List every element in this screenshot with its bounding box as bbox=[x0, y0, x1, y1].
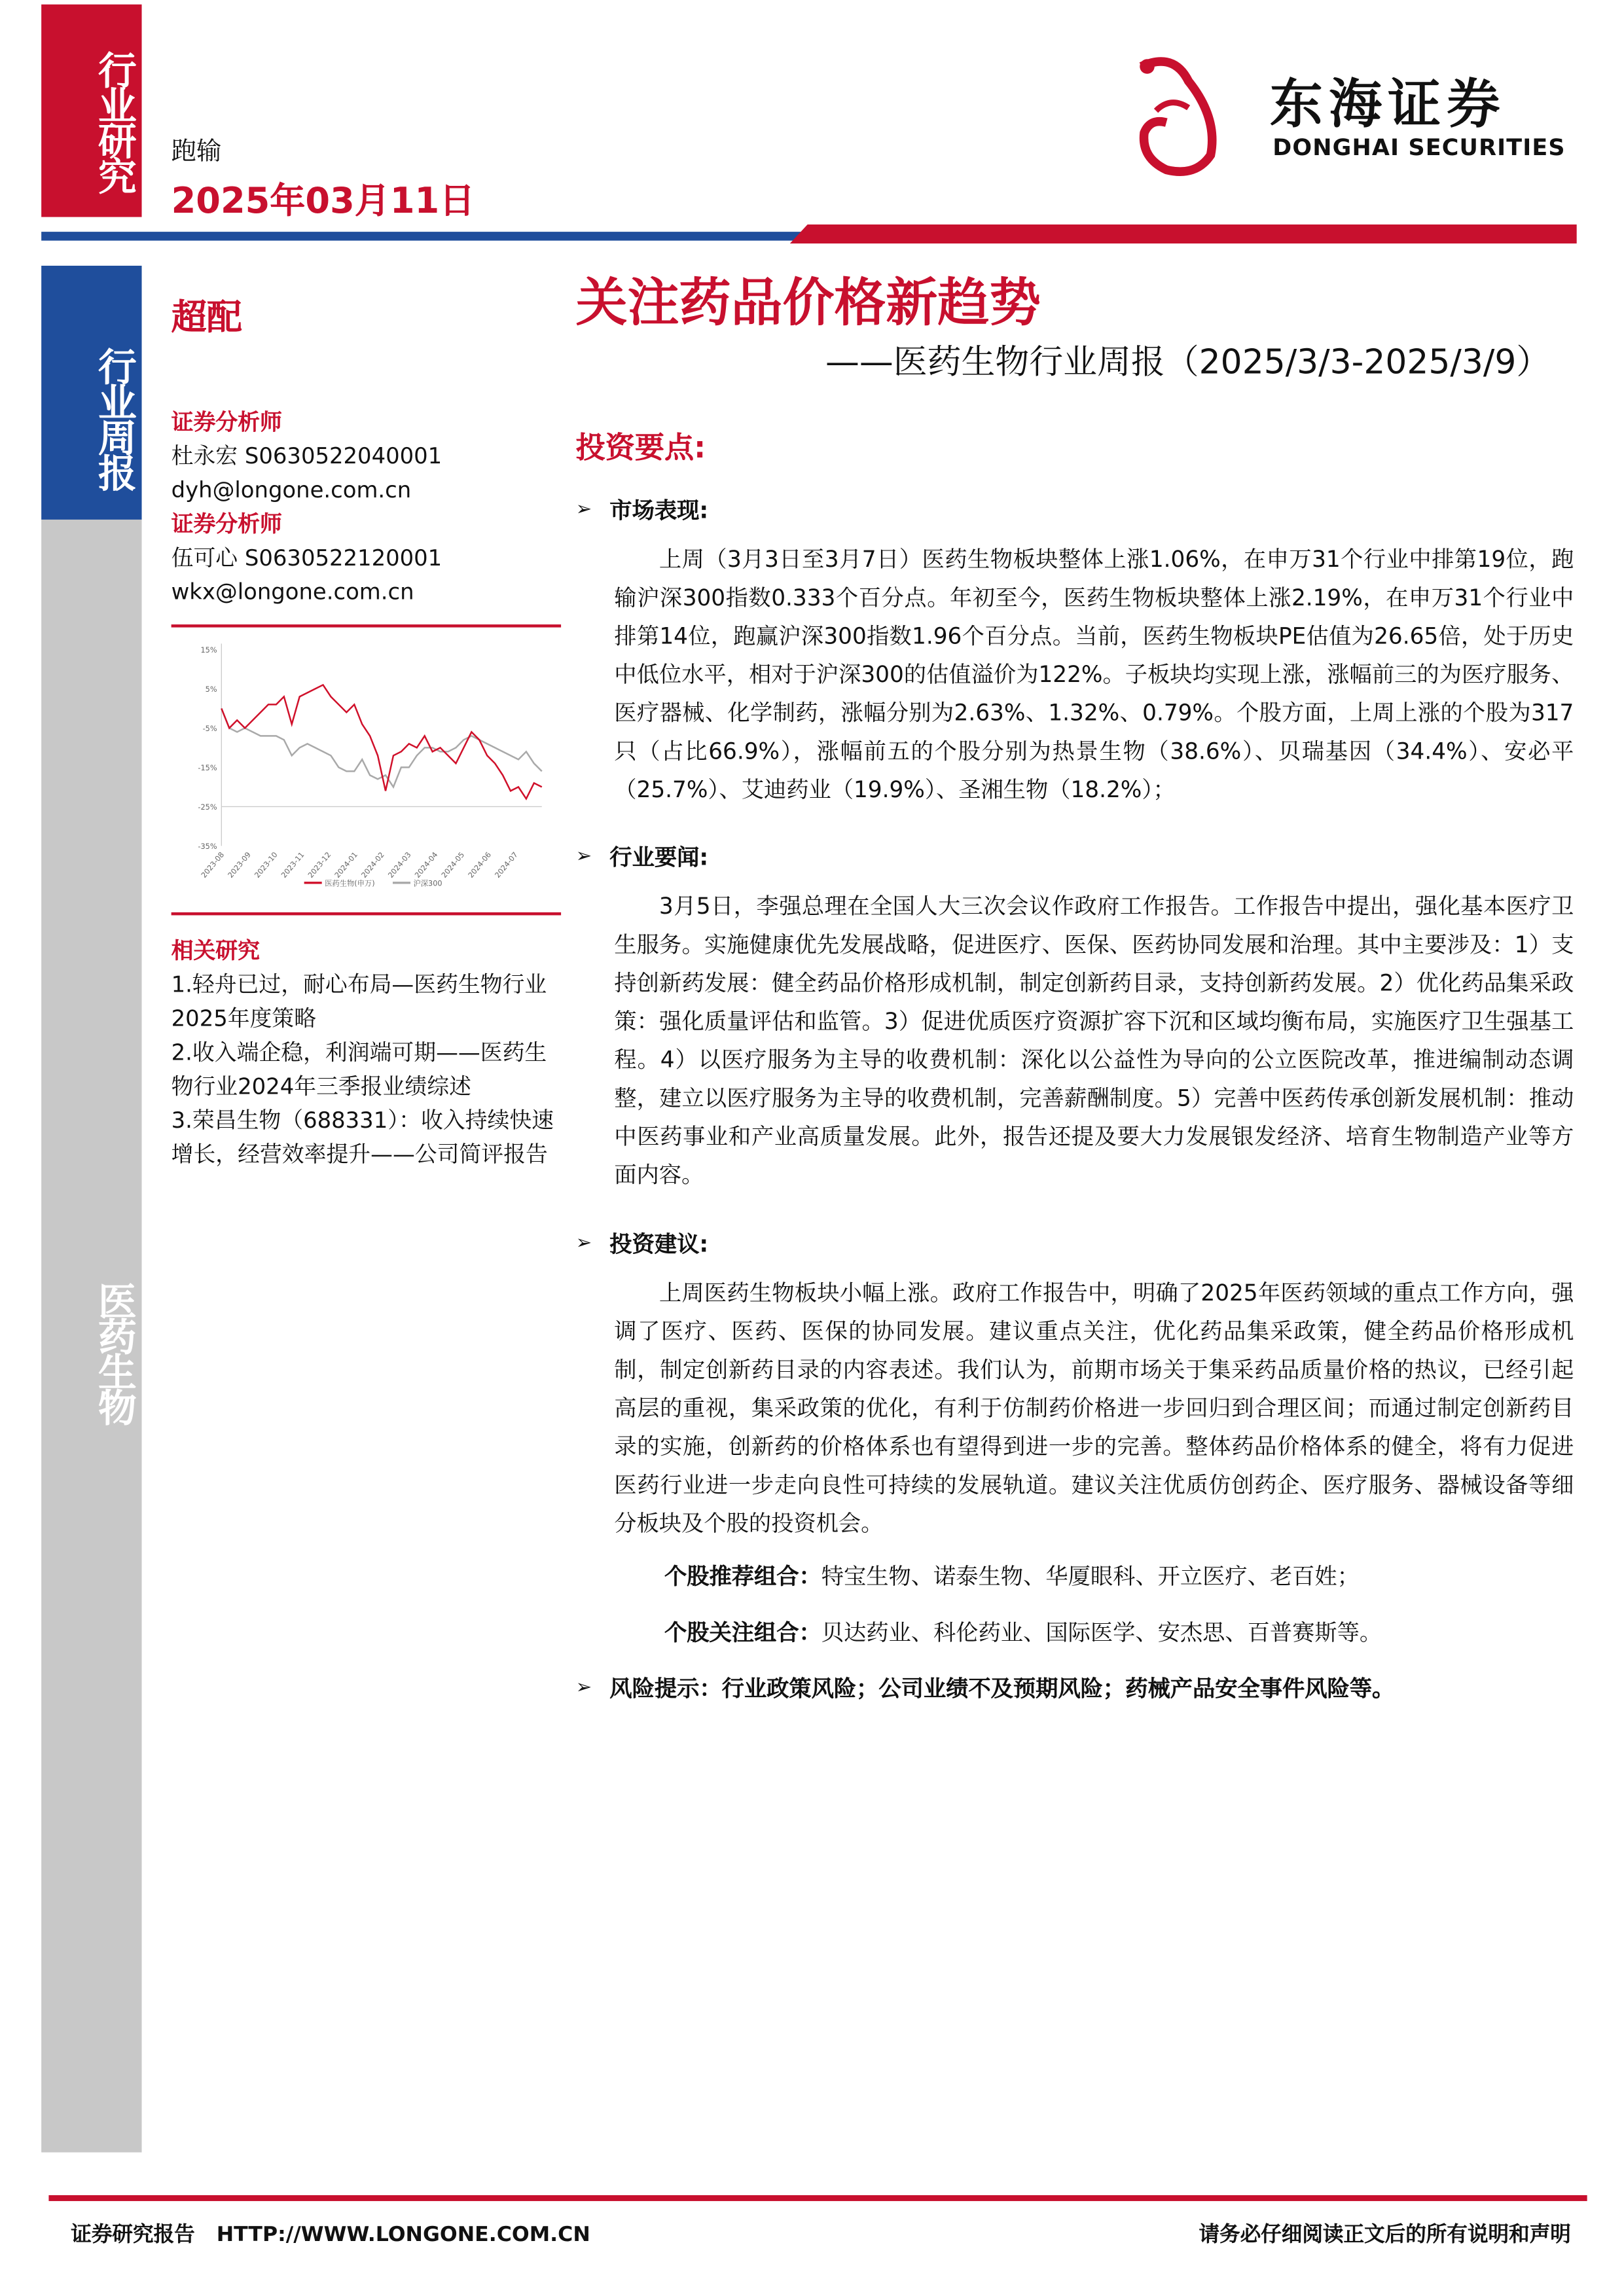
section-risk bbox=[576, 1672, 1574, 1703]
footer-disclaimer: 请务必仔细阅读正文后的所有说明和声明 bbox=[1199, 2223, 1571, 2247]
recommend-label: 个股推荐组合： bbox=[664, 1563, 821, 1590]
section-market bbox=[576, 495, 1574, 809]
performance-chart bbox=[171, 624, 561, 915]
category-vertical: 行业研究 bbox=[41, 5, 141, 217]
section-heading: 投资建议: bbox=[609, 1231, 709, 1258]
y-tick-label: -5% bbox=[202, 724, 217, 733]
x-tick-label: 2023-11 bbox=[280, 850, 306, 880]
x-tick-label: 2024-04 bbox=[413, 850, 440, 880]
recommend-text: 特宝生物、诺泰生物、华厦眼科、开立医疗、老百姓； bbox=[821, 1563, 1360, 1590]
x-tick-label: 2024-05 bbox=[439, 850, 467, 880]
recommend-portfolio bbox=[664, 1558, 1574, 1596]
y-tick-label: 15% bbox=[200, 645, 217, 655]
watch-portfolio bbox=[664, 1613, 1574, 1652]
section-heading: 市场表现: bbox=[609, 497, 709, 524]
related-title: 相关研究 bbox=[171, 937, 261, 964]
analyst-email[interactable]: dyh@longone.com.cn bbox=[171, 476, 412, 504]
related-item[interactable]: 1.轻舟已过，耐心布局—医药生物行业2025年度策略 bbox=[171, 971, 547, 1032]
x-tick-label: 2023-09 bbox=[226, 850, 253, 880]
x-tick-label: 2024-03 bbox=[386, 850, 413, 880]
x-tick-label: 2024-02 bbox=[359, 850, 386, 880]
x-tick-label: 2023-10 bbox=[253, 850, 280, 880]
company-logo bbox=[1129, 52, 1572, 177]
x-tick-label: 2024-07 bbox=[493, 850, 520, 880]
dragon-logo-icon bbox=[1129, 52, 1240, 177]
legend-label: 医药生物(申万) bbox=[325, 879, 375, 888]
header-bar-blue bbox=[41, 232, 804, 241]
x-tick-label: 2023-08 bbox=[199, 850, 226, 880]
section-text: 3月5日，李强总理在全国人大三次会议作政府工作报告。工作报告中提出，强化基本医疗卫生服务。实施健康优先发展战略，促进医疗、医保、医药协同发展和治理。其中主要涉及：1）支持创新药发展：健全药品价格形成机制，制定创新药目录，支持创新药发展。2）优化药品集采政策：强化质量评估和监管。3）促进优质医疗资源扩容下沉和区域均衡布局，实施医疗卫生强基工程。4）以医疗服务为主导的收费机制：深化以公益性为导向的公立医院改革，推进编制动态调整，建立以医疗服务为主导的收费机制，完善薪酬制度。5）完善中医药传承创新发展机制：推动中医药事业和产业高质量发展。此外，报告还提及要大力发展银发经济、培育生物制造产业等方面内容。 bbox=[614, 893, 1574, 1189]
logo-en: DONGHAI SECURITIES bbox=[1272, 134, 1566, 161]
section-news bbox=[576, 842, 1574, 1194]
analyst-label: 证券分析师 bbox=[171, 408, 282, 436]
section-invest bbox=[576, 1229, 1574, 1652]
footer-label: 证券研究报告 bbox=[71, 2223, 195, 2247]
risk-text: 风险提示：行业政策风险；公司业绩不及预期风险；药械产品安全事件风险等。 bbox=[609, 1675, 1395, 1702]
header-bar-red bbox=[790, 224, 1577, 243]
legend-label: 沪深300 bbox=[413, 879, 442, 888]
section-text: 上周医药生物板块小幅上涨。政府工作报告中，明确了2025年医药领域的重点工作方向，强调了医疗、医药、医保的协同发展。建议重点关注，优化药品集采政策，健全药品价格形成机制，制定创新药目录的内容表述。我们认为，前期市场关于集采药品质量价格的热议，已经引起高层的重视，集采政策的优化，有利于仿制药价格进一步回归到合理区间；而通过制定创新药目录的实施，创新药的价格体系也有望得到进一步的完善。整体药品价格体系的健全，将有力促进医药行业进一步走向良性可持续的发展轨道。建议关注优质仿创药企、医疗服务、器械设备等细分板块及个股的投资机会。 bbox=[614, 1280, 1574, 1537]
related-item[interactable]: 2.收入端企稳，利润端可期——医药生物行业2024年三季报业绩综述 bbox=[171, 1039, 547, 1100]
report-date: 2025年03月11日 bbox=[171, 180, 475, 222]
industry-vertical: 医药生物 bbox=[41, 520, 141, 2153]
watch-text: 贝达药业、科伦药业、国际医学、安杰思、百普赛斯等。 bbox=[821, 1619, 1382, 1646]
y-tick-label: -15% bbox=[198, 763, 217, 772]
arrow-bullet-icon: ➢ bbox=[575, 1677, 592, 1700]
watch-label: 个股关注组合： bbox=[664, 1619, 821, 1646]
analyst-name: 伍可心 S0630522120001 bbox=[171, 545, 442, 571]
footer-url[interactable]: HTTP://WWW.LONGONE.COM.CN bbox=[216, 2223, 590, 2247]
analysts bbox=[171, 406, 570, 609]
subtitle: ——医药生物行业周报（2025/3/3-2025/3/9） bbox=[825, 344, 1551, 383]
y-tick-label: -35% bbox=[198, 842, 217, 851]
related-item[interactable]: 3.荣昌生物（688331）：收入持续快速增长，经营效率提升——公司简评报告 bbox=[171, 1107, 554, 1168]
analyst-email[interactable]: wkx@longone.com.cn bbox=[171, 579, 414, 605]
chart-svg bbox=[171, 628, 561, 912]
arrow-bullet-icon: ➢ bbox=[575, 1232, 592, 1255]
related-research bbox=[171, 935, 564, 1172]
rating-change: 跑输 bbox=[171, 137, 222, 167]
y-tick-label: 5% bbox=[205, 685, 217, 694]
report-type-vertical: 行业周报 bbox=[41, 266, 141, 520]
key-points-heading: 投资要点: bbox=[575, 429, 706, 465]
x-tick-label: 2024-06 bbox=[466, 850, 494, 880]
main-title: 关注药品价格新趋势 bbox=[575, 274, 1041, 334]
x-tick-label: 2024-01 bbox=[333, 850, 360, 880]
section-heading: 行业要闻: bbox=[609, 844, 709, 871]
footer-left bbox=[71, 2219, 590, 2248]
analyst-label: 证券分析师 bbox=[171, 511, 282, 538]
section-text: 上周（3月3日至3月7日）医药生物板块整体上涨1.06%，在申万31个行业中排第19位，跑输沪深300指数0.333个百分点。年初至今，医药生物板块整体上涨2.19%，在申万31个行业中排第14位，跑赢沪深300指数1.96个百分点。当前，医药生物板块PE估值为26.65倍，处于历史中低位水平，相对于沪深300的估值溢价为122%。子板块均实现上涨，涨幅前三的为医疗服务、医疗器械、化学制药，涨幅分别为2.63%、1.32%、0.79%。个股方面，上周上涨的个股为317只（占比66.9%），涨幅前五的个股分别为热景生物（38.6%）、贝瑞基因（34.4%）、安必平（25.7%）、艾迪药业（19.9%）、圣湘生物（18.2%）； bbox=[614, 546, 1574, 803]
arrow-bullet-icon: ➢ bbox=[575, 846, 592, 869]
rating: 超配 bbox=[171, 296, 242, 338]
x-tick-label: 2023-12 bbox=[306, 850, 333, 880]
arrow-bullet-icon: ➢ bbox=[575, 499, 592, 522]
footer-rule bbox=[48, 2195, 1587, 2201]
series-line bbox=[221, 685, 541, 798]
analyst-name: 杜永宏 S0630522040001 bbox=[171, 442, 442, 470]
y-tick-label: -25% bbox=[198, 802, 217, 812]
logo-cn: 东海证券 bbox=[1269, 73, 1506, 136]
